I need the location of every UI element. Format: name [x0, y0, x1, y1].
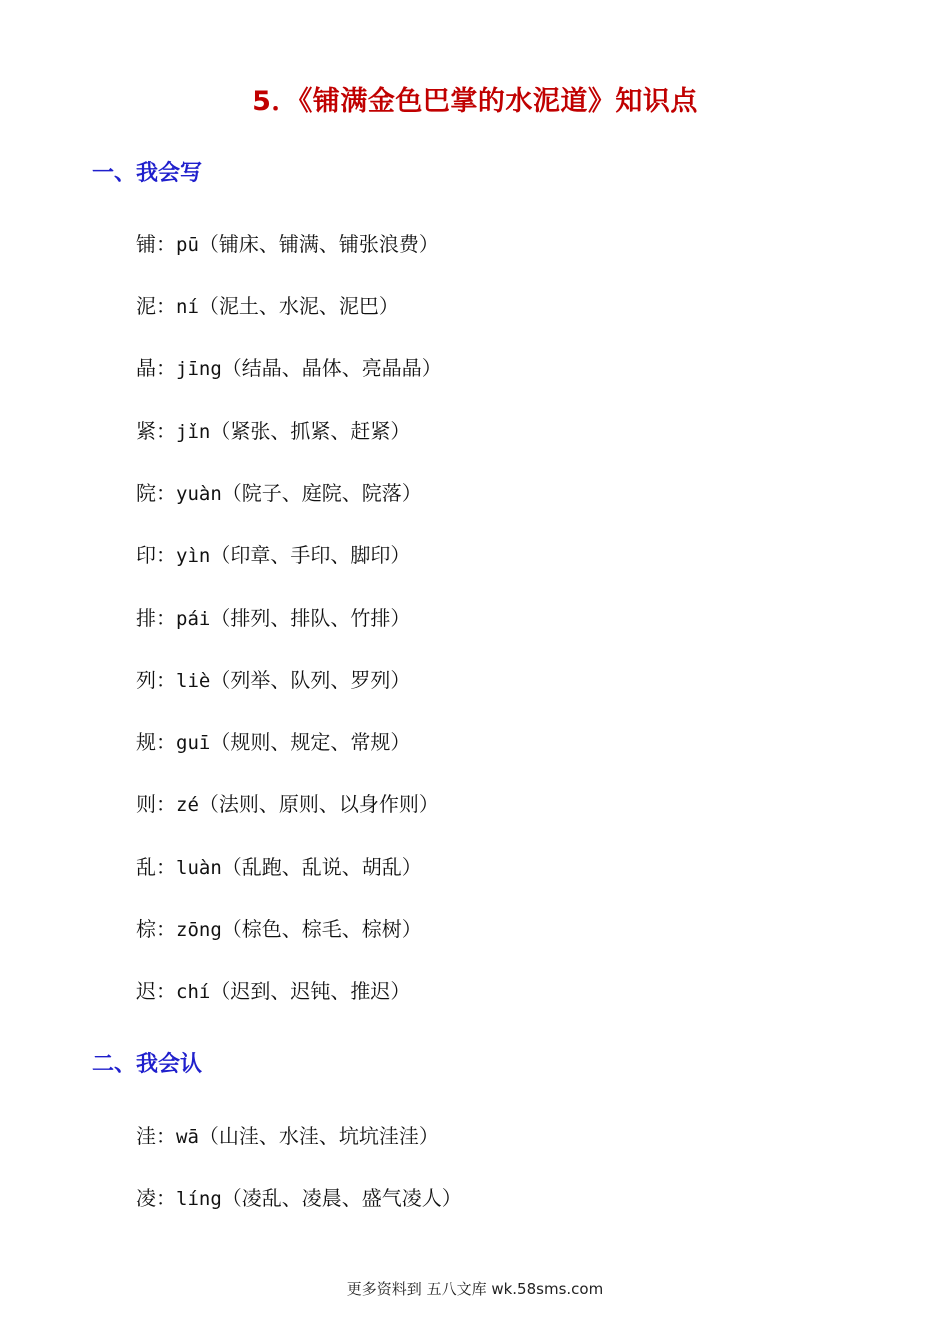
- list-item: [136, 416, 410, 447]
- entry-pinyin: chí: [176, 981, 211, 1003]
- entry-colon: ：: [156, 294, 176, 318]
- entry-words: （迟到、迟钝、推迟）: [210, 979, 411, 1003]
- list-item: [136, 478, 422, 509]
- entry-pinyin: yìn: [176, 545, 211, 567]
- entry-colon: ：: [156, 606, 176, 630]
- entry-words: （印章、手印、脚印）: [210, 543, 411, 567]
- entry-colon: ：: [156, 668, 176, 692]
- page-title: 5．《铺满金色巴掌的水泥道》知识点: [252, 86, 698, 117]
- section-heading-recognize: 二、我会认: [92, 1052, 203, 1077]
- entry-words: （列举、队列、罗列）: [210, 668, 411, 692]
- entry-char: 凌: [136, 1186, 156, 1210]
- entry-colon: ：: [156, 855, 176, 879]
- entry-pinyin: wā: [176, 1126, 199, 1148]
- entry-char: 泥: [136, 294, 156, 318]
- entry-words: （山洼、水洼、坑坑洼洼）: [198, 1124, 439, 1148]
- entry-char: 棕: [136, 917, 156, 941]
- entry-colon: ：: [156, 543, 176, 567]
- entry-char: 乱: [136, 855, 156, 879]
- entry-words: （乱跑、乱说、胡乱）: [221, 855, 422, 879]
- entry-words: （结晶、晶体、亮晶晶）: [221, 356, 442, 380]
- list-item: [136, 291, 399, 322]
- entry-pinyin: pái: [176, 608, 211, 630]
- entry-char: 洼: [136, 1124, 156, 1148]
- entry-char: 排: [136, 606, 156, 630]
- entry-colon: ：: [156, 1186, 176, 1210]
- entry-char: 规: [136, 730, 156, 754]
- list-item: [136, 1183, 462, 1214]
- entry-char: 紧: [136, 419, 156, 443]
- entry-colon: ：: [156, 792, 176, 816]
- entry-char: 列: [136, 668, 156, 692]
- list-item: [136, 727, 410, 758]
- entry-colon: ：: [156, 979, 176, 1003]
- entry-char: 院: [136, 481, 156, 505]
- entry-pinyin: ní: [176, 296, 199, 318]
- list-item: [136, 914, 422, 945]
- entry-words: （规则、规定、常规）: [210, 730, 411, 754]
- list-item: [136, 976, 410, 1007]
- entry-char: 则: [136, 792, 156, 816]
- entry-pinyin: líng: [176, 1188, 222, 1210]
- entry-pinyin: guī: [176, 732, 211, 754]
- list-item: [136, 540, 410, 571]
- list-item: [136, 229, 439, 260]
- entry-colon: ：: [156, 730, 176, 754]
- entry-pinyin: pū: [176, 234, 199, 256]
- entry-colon: ：: [156, 1124, 176, 1148]
- entry-words: （排列、排队、竹排）: [210, 606, 411, 630]
- entry-char: 迟: [136, 979, 156, 1003]
- entry-char: 铺: [136, 232, 156, 256]
- entry-char: 印: [136, 543, 156, 567]
- entry-colon: ：: [156, 917, 176, 941]
- entry-pinyin: jīng: [176, 358, 222, 380]
- entry-colon: ：: [156, 481, 176, 505]
- entry-words: （铺床、铺满、铺张浪费）: [198, 232, 439, 256]
- list-item: [136, 603, 410, 634]
- entry-pinyin: zōng: [176, 919, 222, 941]
- entry-pinyin: yuàn: [176, 483, 222, 505]
- entry-pinyin: liè: [176, 670, 211, 692]
- entry-words: （凌乱、凌晨、盛气凌人）: [221, 1186, 462, 1210]
- entry-words: （泥土、水泥、泥巴）: [198, 294, 399, 318]
- entry-char: 晶: [136, 356, 156, 380]
- entry-words: （紧张、抓紧、赶紧）: [210, 419, 411, 443]
- entry-words: （棕色、棕毛、棕树）: [221, 917, 422, 941]
- entry-pinyin: zé: [176, 794, 199, 816]
- list-item: [136, 1121, 439, 1152]
- list-item: [136, 852, 422, 883]
- footer-watermark-text: 更多资料到 五八文库 wk.58sms.com: [346, 1280, 604, 1298]
- list-item: [136, 665, 410, 696]
- entry-words: （院子、庭院、院落）: [221, 481, 422, 505]
- list-item: [136, 789, 439, 820]
- entry-pinyin: jǐn: [176, 421, 211, 443]
- entry-colon: ：: [156, 419, 176, 443]
- entry-colon: ：: [156, 232, 176, 256]
- list-item: [136, 353, 442, 384]
- entry-pinyin: luàn: [176, 857, 222, 879]
- entry-colon: ：: [156, 356, 176, 380]
- section-heading-write: 一、我会写: [92, 161, 203, 186]
- entry-words: （法则、原则、以身作则）: [198, 792, 439, 816]
